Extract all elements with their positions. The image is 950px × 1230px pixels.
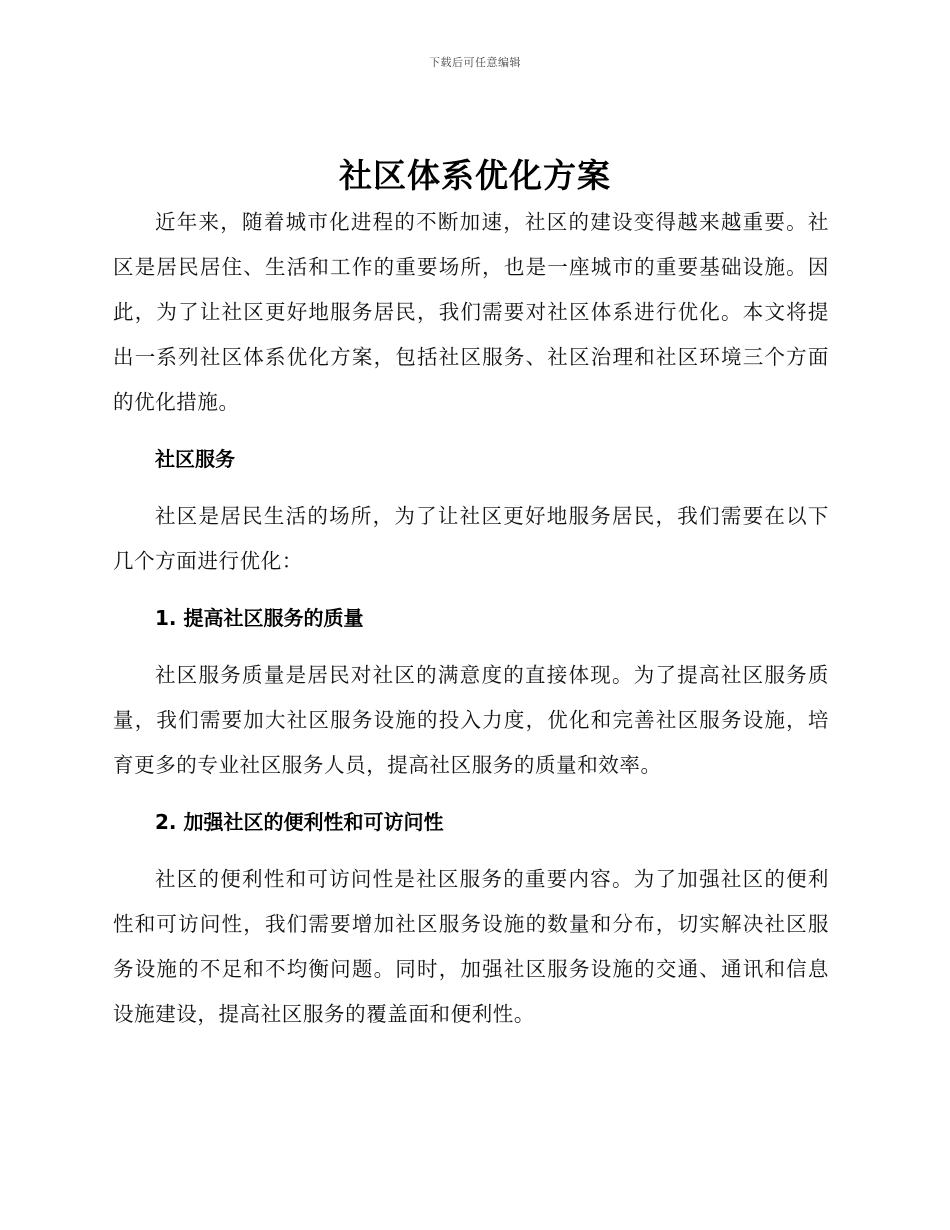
subsection-heading-1: 1. 提高社区服务的质量 <box>155 606 364 630</box>
header-note: 下载后可任意编辑 <box>429 56 521 69</box>
intro-paragraph: 近年来，随着城市化进程的不断加速，社区的建设变得越来越重要。社区是居民居住、生活和工作的重要场所，也是一座城市的重要基础设施。因此，为了让社区更好地服务居民，我们需要对社区体系进行优化。本文将提出一系列社区体系优化方案，包括社区服务、社区治理和社区环境三个方面的优化措施。 <box>113 210 829 414</box>
subsection-paragraph-1: 社区服务质量是居民对社区的满意度的直接体现。为了提高社区服务质量，我们需要加大社区服务设施的投入力度，优化和完善社区服务设施，培育更多的专业社区服务人员，提高社区服务的质量和效率。 <box>113 663 829 777</box>
subsection-paragraph-2: 社区的便利性和可访问性是社区服务的重要内容。为了加强社区的便利性和可访问性，我们需要增加社区服务设施的数量和分布，切实解决社区服务设施的不足和不均衡问题。同时，加强社区服务设施的交通、通讯和信息设施建设，提高社区服务的覆盖面和便利性。 <box>113 867 829 1026</box>
document-body <box>113 200 829 1037</box>
section-heading-community-service: 社区服务 <box>155 447 235 471</box>
subsection-heading-2: 2. 加强社区的便利性和可访问性 <box>155 810 444 834</box>
section-intro-paragraph: 社区是居民生活的场所，为了让社区更好地服务居民，我们需要在以下几个方面进行优化： <box>113 504 829 573</box>
document-title: 社区体系优化方案 <box>339 156 611 195</box>
